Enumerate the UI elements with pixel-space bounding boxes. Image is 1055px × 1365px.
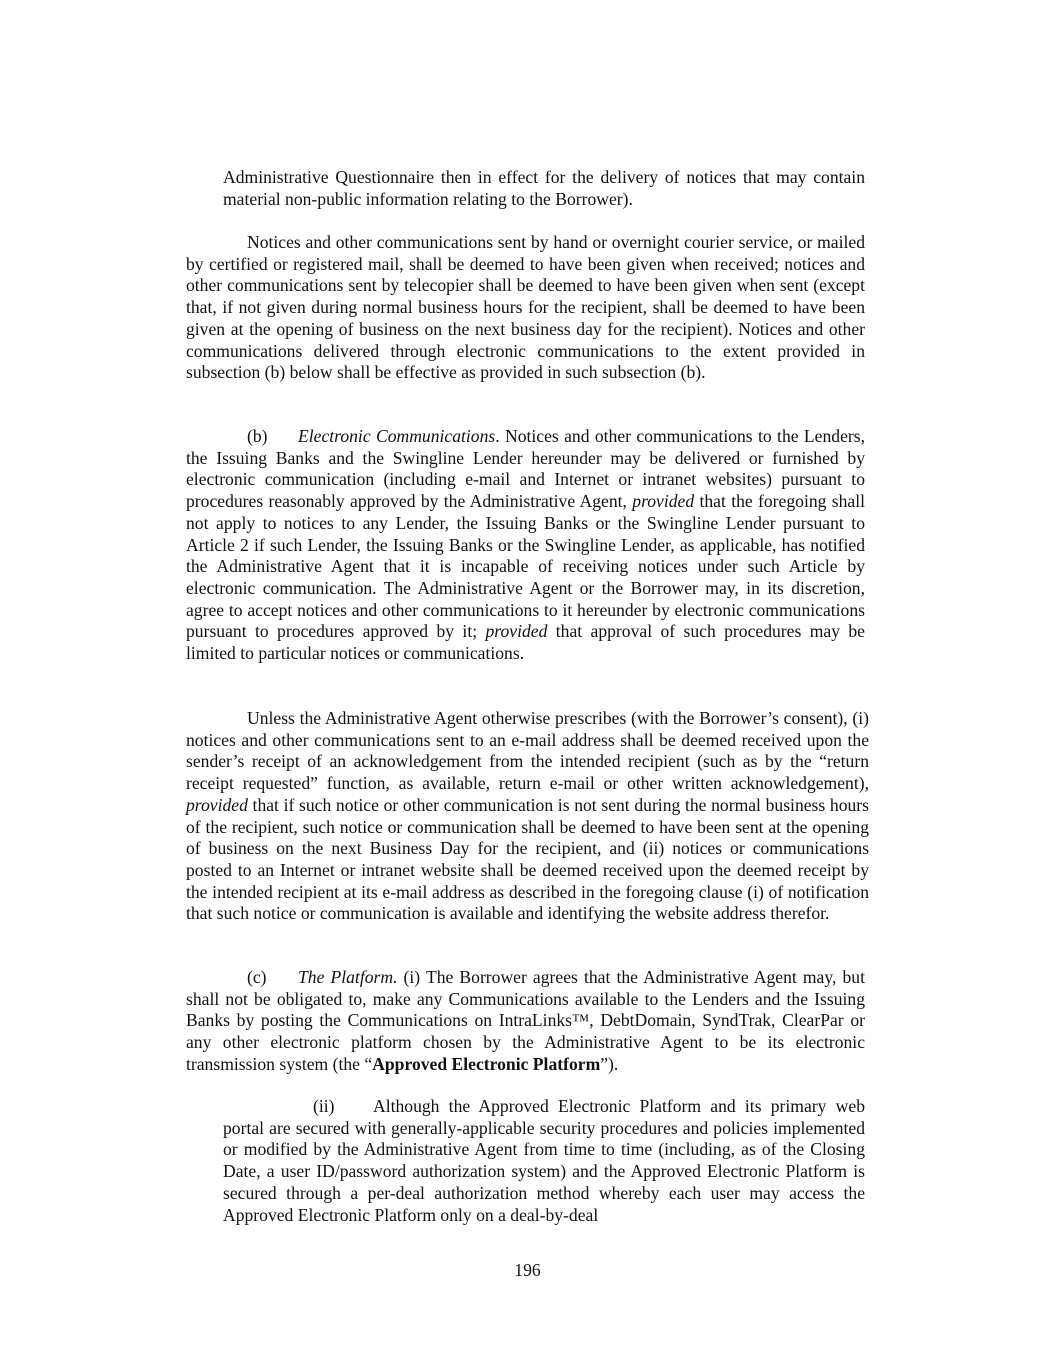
section-c-text: (i) The Borrower agrees that the Administrative Agent may, but shall not be obligated to, make any Communications available to the Lenders and the Issuing Banks by posting the Communications on IntraLinks™, DebtDomain, SyndTrak, ClearPar or any other electronic platform chosen by the Administrative Agent to be its electronic transmission system (the “ [186,967,865,1074]
notices-paragraph: Notices and other communications sent by hand or overnight courier service, or mailed by certified or registered mail, shall be deemed to have been given when received; notices and other communications sent by telecopier shall be deemed to have been given when sent (except that, if not given during normal business hours for the recipient, shall be deemed to have been given at the opening of business on the next business day for the recipient). Notices and other communications delivered through electronic communications to the extent provided in subsection (b) below shall be effective as provided in such subsection (b). [186,232,865,383]
continuation-paragraph: Administrative Questionnaire then in effect for the delivery of notices that may contain material non-public information relating to the Borrower). [223,167,865,209]
provided-term: provided [485,621,548,642]
section-c-heading: The Platform. [298,967,398,987]
section-b-text: that the foregoing shall not apply to notices to any Lender, the Issuing Banks or the Swingline Lender pursuant to Article 2 if such Lender, the Issuing Banks or the Swingline Lender, as applicable, has notified the Administrative Agent that it is incapable of receiving notices under such Article by electronic communication. The Administrative Agent or the Borrower may, in its discretion, agree to accept notices and other communications to it hereunder by electronic communications pursuant to procedures approved by it; [186,491,865,642]
unless-text: that if such notice or other communication is not sent during the normal business hours of the recipient, such notice or communication shall be deemed to have been sent at the opening of business on the next Business Day for the recipient, and (ii) notices or communications posted to an Internet or intranet website shall be deemed received upon the deemed receipt by the intended recipient at its e-mail address as described in the foregoing clause (i) of notification that such notice or communication is available and identifying the website address therefor. [186,794,869,924]
section-c-ii-label: (ii) [313,1096,335,1116]
unless-text: Unless the Administrative Agent otherwise prescribes (with the Borrower’s consent), (i) notices and other communications sent to an e-mail address shall be deemed received upon the sender’s receipt of an acknowledgement from the intended recipient (such as by the “return receipt requested” function, as available, return e-mail or other written acknowledgement), [186,708,869,794]
section-b-label: (b) [247,426,268,446]
section-b-text: that approval of such procedures may be limited to particular notices or communications. [186,621,865,664]
page-number: 196 [514,1260,541,1280]
section-c-text: ”). [600,1053,619,1074]
provided-term: provided [632,491,695,512]
section-b-text: . Notices and other communications to the Lenders, the Issuing Banks and the Swingline Lender hereunder may be delivered or furnished by electronic communication (including e-mail and Internet or intranet websites) pursuant to procedures reasonably approved by the Administrative Agent, [186,426,865,512]
unless-paragraph [186,708,869,925]
section-c-ii-text: Although the Approved Electronic Platform and its primary web portal are secured with generally-applicable security procedures and policies implemented or modified by the Administrative Agent from time to time (including, as of the Closing Date, a user ID/password authorization system) and the Approved Electronic Platform is secured through a per-deal authorization method whereby each user may access the Approved Electronic Platform only on a deal-by-deal [223,1096,865,1225]
section-b-paragraph [186,426,865,665]
defined-term: Approved Electronic Platform [372,1053,601,1074]
section-c-paragraph [186,967,865,1076]
section-b-heading: Electronic Communications [298,426,496,446]
section-c-label: (c) [247,967,267,987]
section-c-ii-paragraph [223,1096,865,1226]
provided-term: provided [186,794,248,815]
